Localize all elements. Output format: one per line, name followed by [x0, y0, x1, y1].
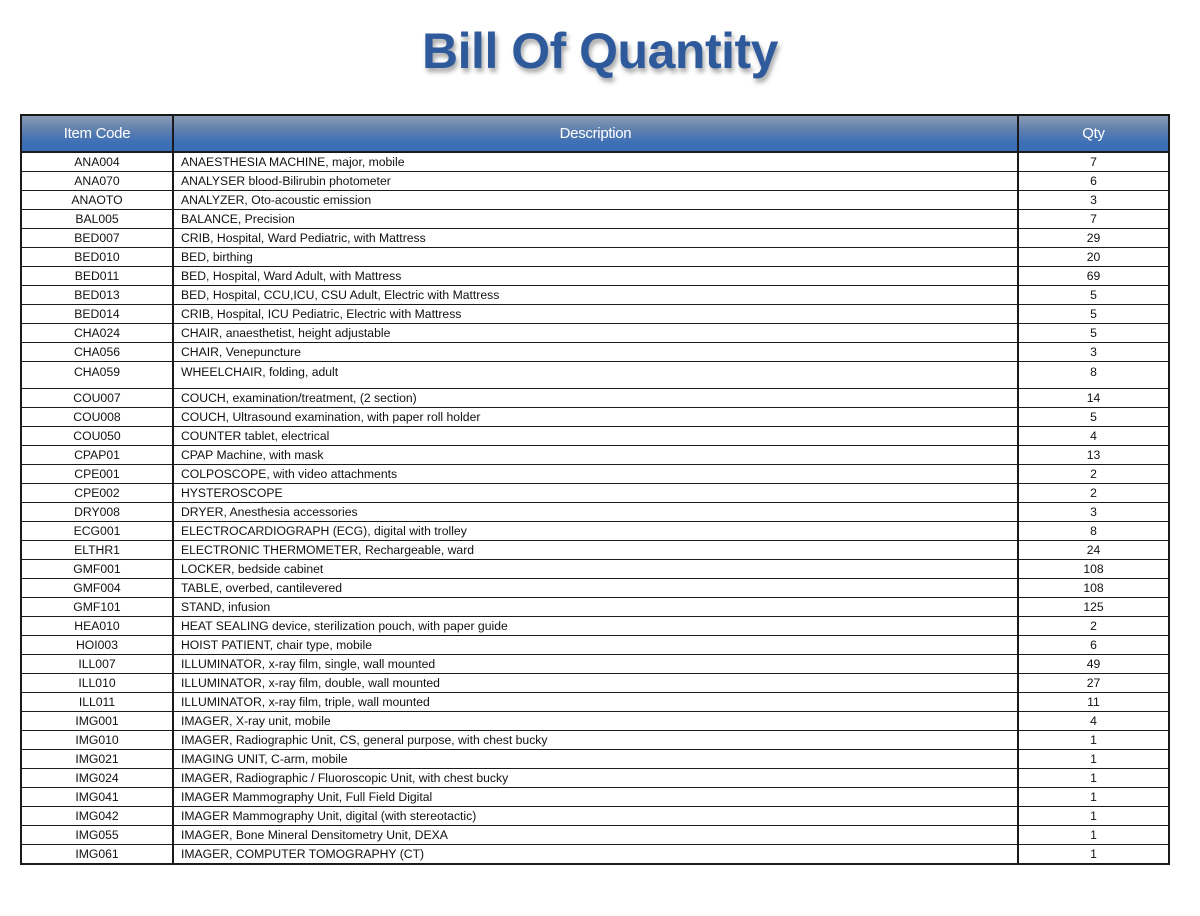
table-row	[21, 522, 1169, 541]
item-code-cell: BED010	[21, 248, 173, 267]
qty-cell: 29	[1018, 229, 1169, 248]
table-row	[21, 826, 1169, 845]
description-cell: IMAGER, Bone Mineral Densitometry Unit, DEXA	[173, 826, 1018, 845]
table-row	[21, 210, 1169, 229]
item-code-cell: CPE001	[21, 465, 173, 484]
table-row	[21, 788, 1169, 807]
table-row	[21, 408, 1169, 427]
description-cell: ELECTRONIC THERMOMETER, Rechargeable, ward	[173, 541, 1018, 560]
item-code-cell: BED007	[21, 229, 173, 248]
item-code-cell: HOI003	[21, 636, 173, 655]
description-cell: CRIB, Hospital, Ward Pediatric, with Mattress	[173, 229, 1018, 248]
item-code-cell: COU050	[21, 427, 173, 446]
item-code-cell: ANA070	[21, 172, 173, 191]
table-row	[21, 229, 1169, 248]
qty-cell: 3	[1018, 503, 1169, 522]
description-cell: COUCH, examination/treatment, (2 section)	[173, 389, 1018, 408]
qty-cell: 5	[1018, 286, 1169, 305]
qty-cell: 5	[1018, 324, 1169, 343]
qty-cell: 1	[1018, 826, 1169, 845]
description-cell: BED, birthing	[173, 248, 1018, 267]
qty-cell: 2	[1018, 617, 1169, 636]
qty-cell: 8	[1018, 522, 1169, 541]
description-cell: ELECTROCARDIOGRAPH (ECG), digital with trolley	[173, 522, 1018, 541]
bill-of-quantity-table	[20, 114, 1170, 865]
item-code-cell: ANAOTO	[21, 191, 173, 210]
table-row	[21, 427, 1169, 446]
description-cell: DRYER, Anesthesia accessories	[173, 503, 1018, 522]
item-code-cell: BED011	[21, 267, 173, 286]
table-row	[21, 731, 1169, 750]
table-header-row	[21, 115, 1169, 152]
table-row	[21, 560, 1169, 579]
column-header-description: Description	[173, 115, 1018, 152]
item-code-cell: CHA056	[21, 343, 173, 362]
item-code-cell: COU007	[21, 389, 173, 408]
description-cell: BALANCE, Precision	[173, 210, 1018, 229]
description-cell: IMAGER, X-ray unit, mobile	[173, 712, 1018, 731]
column-header-item-code: Item Code	[21, 115, 173, 152]
table-row	[21, 248, 1169, 267]
qty-cell: 49	[1018, 655, 1169, 674]
item-code-cell: IMG055	[21, 826, 173, 845]
qty-cell: 69	[1018, 267, 1169, 286]
item-code-cell: BED014	[21, 305, 173, 324]
item-code-cell: GMF101	[21, 598, 173, 617]
qty-cell: 1	[1018, 807, 1169, 826]
description-cell: IMAGER Mammography Unit, digital (with stereotactic)	[173, 807, 1018, 826]
qty-cell: 1	[1018, 788, 1169, 807]
description-cell: HEAT SEALING device, sterilization pouch, with paper guide	[173, 617, 1018, 636]
qty-cell: 7	[1018, 210, 1169, 229]
table-row	[21, 343, 1169, 362]
item-code-cell: ILL010	[21, 674, 173, 693]
item-code-cell: IMG024	[21, 769, 173, 788]
description-cell: ILLUMINATOR, x-ray film, triple, wall mounted	[173, 693, 1018, 712]
qty-cell: 108	[1018, 579, 1169, 598]
table-row	[21, 362, 1169, 389]
item-code-cell: GMF001	[21, 560, 173, 579]
qty-cell: 4	[1018, 712, 1169, 731]
table-row	[21, 152, 1169, 172]
description-cell: IMAGER Mammography Unit, Full Field Digital	[173, 788, 1018, 807]
description-cell: BED, Hospital, CCU,ICU, CSU Adult, Electric with Mattress	[173, 286, 1018, 305]
table-row	[21, 693, 1169, 712]
item-code-cell: ILL011	[21, 693, 173, 712]
column-header-qty: Qty	[1018, 115, 1169, 152]
item-code-cell: DRY008	[21, 503, 173, 522]
item-code-cell: CHA059	[21, 362, 173, 389]
table-row	[21, 172, 1169, 191]
description-cell: IMAGING UNIT, C-arm, mobile	[173, 750, 1018, 769]
description-cell: TABLE, overbed, cantilevered	[173, 579, 1018, 598]
description-cell: ANAESTHESIA MACHINE, major, mobile	[173, 152, 1018, 172]
description-cell: IMAGER, COMPUTER TOMOGRAPHY (CT)	[173, 845, 1018, 865]
table-row	[21, 324, 1169, 343]
description-cell: COUCH, Ultrasound examination, with paper roll holder	[173, 408, 1018, 427]
qty-cell: 4	[1018, 427, 1169, 446]
table-row	[21, 769, 1169, 788]
qty-cell: 3	[1018, 191, 1169, 210]
qty-cell: 1	[1018, 750, 1169, 769]
item-code-cell: HEA010	[21, 617, 173, 636]
qty-cell: 27	[1018, 674, 1169, 693]
qty-cell: 2	[1018, 465, 1169, 484]
table-row	[21, 465, 1169, 484]
qty-cell: 7	[1018, 152, 1169, 172]
table-row	[21, 636, 1169, 655]
description-cell: IMAGER, Radiographic Unit, CS, general purpose, with chest bucky	[173, 731, 1018, 750]
item-code-cell: IMG021	[21, 750, 173, 769]
table-row	[21, 579, 1169, 598]
item-code-cell: ELTHR1	[21, 541, 173, 560]
item-code-cell: IMG001	[21, 712, 173, 731]
description-cell: ANALYSER blood-Bilirubin photometer	[173, 172, 1018, 191]
qty-cell: 11	[1018, 693, 1169, 712]
table-row	[21, 617, 1169, 636]
item-code-cell: IMG042	[21, 807, 173, 826]
description-cell: ILLUMINATOR, x-ray film, double, wall mounted	[173, 674, 1018, 693]
description-cell: WHEELCHAIR, folding, adult	[173, 362, 1018, 389]
description-cell: CRIB, Hospital, ICU Pediatric, Electric with Mattress	[173, 305, 1018, 324]
table-row	[21, 541, 1169, 560]
item-code-cell: IMG010	[21, 731, 173, 750]
qty-cell: 125	[1018, 598, 1169, 617]
qty-cell: 5	[1018, 305, 1169, 324]
description-cell: ILLUMINATOR, x-ray film, single, wall mounted	[173, 655, 1018, 674]
table-row	[21, 674, 1169, 693]
table-row	[21, 845, 1169, 865]
item-code-cell: BAL005	[21, 210, 173, 229]
item-code-cell: IMG061	[21, 845, 173, 865]
qty-cell: 1	[1018, 769, 1169, 788]
item-code-cell: CPE002	[21, 484, 173, 503]
table-row	[21, 712, 1169, 731]
item-code-cell: COU008	[21, 408, 173, 427]
description-cell: STAND, infusion	[173, 598, 1018, 617]
qty-cell: 14	[1018, 389, 1169, 408]
qty-cell: 20	[1018, 248, 1169, 267]
description-cell: LOCKER, bedside cabinet	[173, 560, 1018, 579]
qty-cell: 2	[1018, 484, 1169, 503]
table-row	[21, 389, 1169, 408]
page-title: Bill Of Quantity	[422, 23, 778, 79]
table-row	[21, 446, 1169, 465]
table-row	[21, 750, 1169, 769]
description-cell: HYSTEROSCOPE	[173, 484, 1018, 503]
item-code-cell: CHA024	[21, 324, 173, 343]
description-cell: ANALYZER, Oto-acoustic emission	[173, 191, 1018, 210]
qty-cell: 13	[1018, 446, 1169, 465]
description-cell: IMAGER, Radiographic / Fluoroscopic Unit, with chest bucky	[173, 769, 1018, 788]
table-row	[21, 655, 1169, 674]
qty-cell: 108	[1018, 560, 1169, 579]
item-code-cell: ECG001	[21, 522, 173, 541]
qty-cell: 1	[1018, 731, 1169, 750]
description-cell: HOIST PATIENT, chair type, mobile	[173, 636, 1018, 655]
qty-cell: 1	[1018, 845, 1169, 865]
qty-cell: 24	[1018, 541, 1169, 560]
item-code-cell: CPAP01	[21, 446, 173, 465]
qty-cell: 6	[1018, 636, 1169, 655]
description-cell: COUNTER tablet, electrical	[173, 427, 1018, 446]
description-cell: BED, Hospital, Ward Adult, with Mattress	[173, 267, 1018, 286]
qty-cell: 6	[1018, 172, 1169, 191]
item-code-cell: BED013	[21, 286, 173, 305]
description-cell: CHAIR, anaesthetist, height adjustable	[173, 324, 1018, 343]
qty-cell: 8	[1018, 362, 1169, 389]
item-code-cell: ANA004	[21, 152, 173, 172]
table-row	[21, 503, 1169, 522]
item-code-cell: ILL007	[21, 655, 173, 674]
table-row	[21, 305, 1169, 324]
table-row	[21, 267, 1169, 286]
qty-cell: 5	[1018, 408, 1169, 427]
description-cell: COLPOSCOPE, with video attachments	[173, 465, 1018, 484]
item-code-cell: IMG041	[21, 788, 173, 807]
item-code-cell: GMF004	[21, 579, 173, 598]
qty-cell: 3	[1018, 343, 1169, 362]
description-cell: CPAP Machine, with mask	[173, 446, 1018, 465]
table-row	[21, 286, 1169, 305]
table-row	[21, 598, 1169, 617]
table-row	[21, 807, 1169, 826]
table-row	[21, 191, 1169, 210]
table-row	[21, 484, 1169, 503]
description-cell: CHAIR, Venepuncture	[173, 343, 1018, 362]
